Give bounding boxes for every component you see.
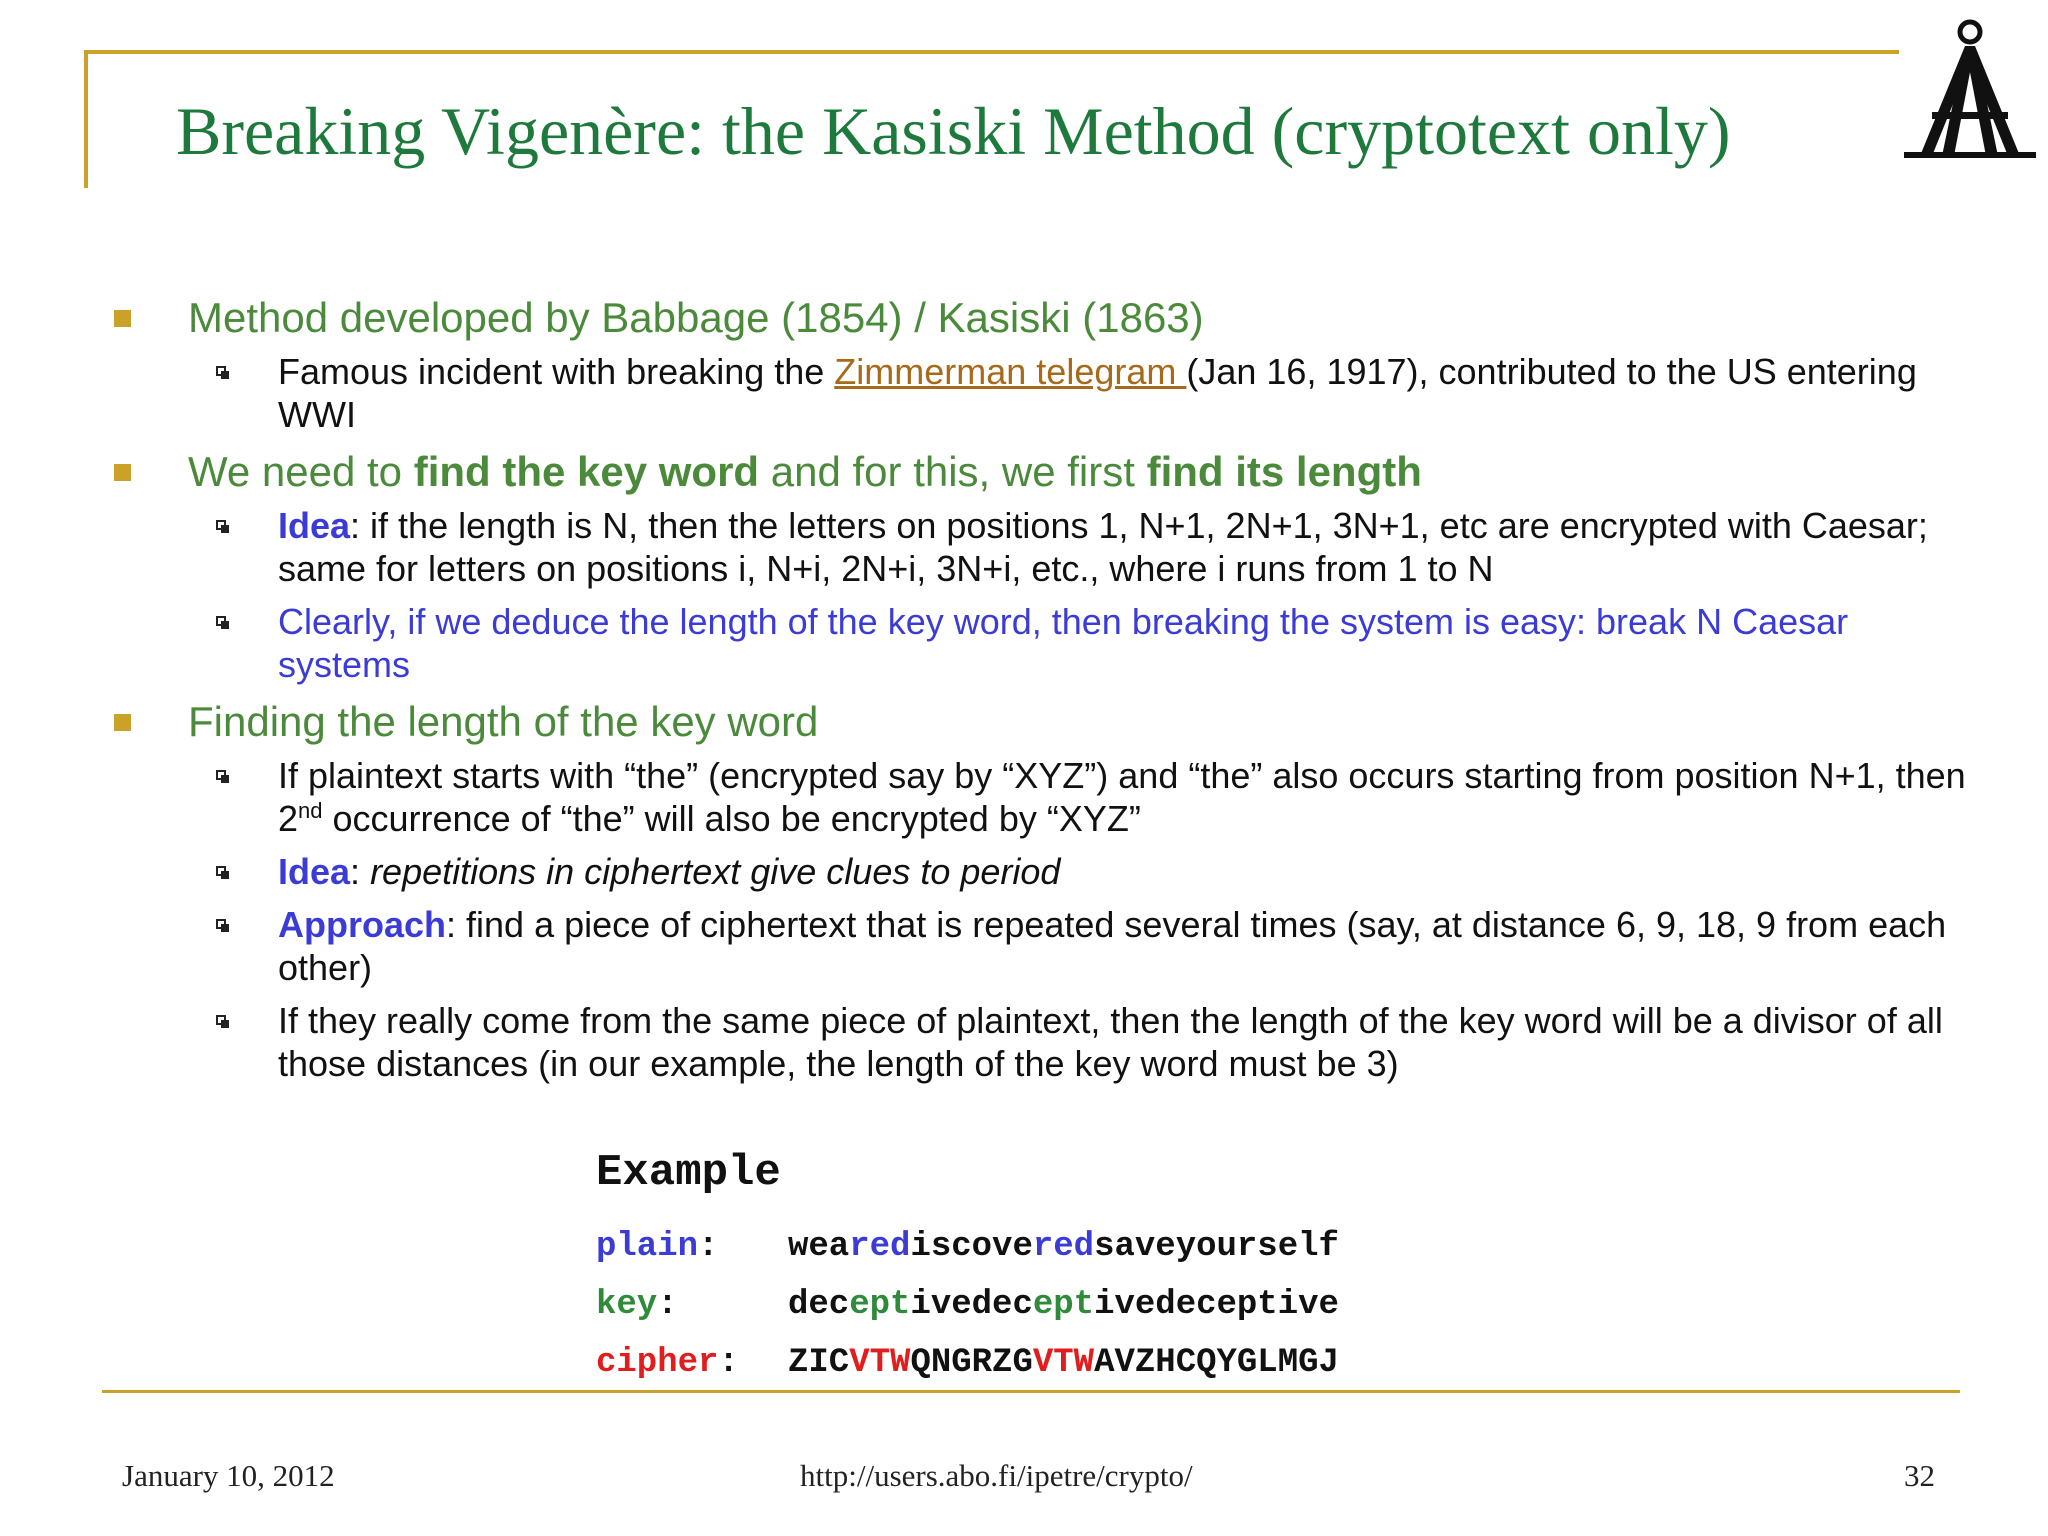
- footer-rule: [102, 1390, 1960, 1393]
- bullet-2-sub-1: [110, 504, 1970, 590]
- hollow-square-bullet-icon: [216, 770, 226, 780]
- example-block: [596, 1148, 1339, 1392]
- bullet-3-sub-1: [110, 754, 1970, 840]
- bullet-3-sub-2: [110, 850, 1970, 893]
- square-bullet-icon: [114, 310, 131, 327]
- sub-text: If plaintext starts with “the” (encrypted say by “XYZ”) and “the” also occurs starting from position N+1, then 2: [278, 755, 1966, 839]
- cipher-label: cipher: [596, 1344, 719, 1382]
- approach-label: Approach: [278, 904, 447, 945]
- sub-text: : if the length is N, then the letters on positions 1, N+1, 2N+1, 3N+1, etc are encrypted with Caesar; same for letters on positions i, N+i, 2N+i, 3N+i, etc., where i runs from 1 to N: [278, 505, 1928, 589]
- sub-text: If they really come from the same piece of plaintext, then the length of the key word will be a divisor of all those distances (in our example, the length of the key word must be 3): [278, 1000, 1943, 1084]
- bullet-1-text: Method developed by Babbage (1854) / Kasiski (1863): [188, 294, 1204, 341]
- bullet-1: [110, 292, 1970, 344]
- italic-phrase: repetitions in ciphertext give clues to period: [370, 851, 1061, 892]
- idea-label: Idea: [278, 851, 351, 892]
- cipher-segment: ZIC: [788, 1344, 850, 1382]
- hollow-square-bullet-icon: [216, 1015, 226, 1025]
- example-cipher-row: [596, 1334, 1339, 1392]
- bullet-2: [110, 446, 1970, 498]
- footer-date: January 10, 2012: [122, 1458, 335, 1493]
- bullet-2-text: and for this, we first: [759, 448, 1147, 495]
- key-segment: ivedeceptive: [1094, 1286, 1339, 1324]
- bullet-3: [110, 696, 1970, 748]
- bold-phrase: find the key word: [413, 448, 760, 495]
- page-number: 32: [1904, 1458, 1935, 1493]
- cipher-segment: AVZHCQYGLMGJ: [1094, 1344, 1339, 1382]
- example-key-row: [596, 1276, 1339, 1334]
- zimmerman-telegram-link[interactable]: Zimmerman telegram: [834, 351, 1187, 392]
- label-colon: :: [698, 1228, 719, 1266]
- hollow-square-bullet-icon: [216, 919, 226, 929]
- key-repeat-segment: ept: [1032, 1286, 1095, 1324]
- abo-akademi-logo-icon: [1902, 16, 2038, 162]
- plain-segment: wea: [788, 1228, 850, 1266]
- sub-text: (Jan 16, 1917), contributed to the US entering WWI: [278, 351, 1917, 435]
- example-title: Example: [596, 1148, 781, 1198]
- bullet-3-sub-4: [110, 999, 1970, 1085]
- cipher-repeat-segment: VTW: [1032, 1344, 1095, 1382]
- key-segment: ivedec: [910, 1286, 1033, 1324]
- key-repeat-segment: ept: [849, 1286, 911, 1324]
- hollow-square-bullet-icon: [216, 616, 226, 626]
- plain-segment: iscove: [910, 1228, 1033, 1266]
- sub-text: : find a piece of ciphertext that is repeated several times (say, at distance 6, 9, 18, 9 from each other): [278, 904, 1947, 988]
- plain-repeat-segment: red: [849, 1228, 911, 1266]
- plain-label: plain: [596, 1228, 699, 1266]
- idea-label: Idea: [278, 505, 351, 546]
- bullet-list: [110, 292, 1970, 1095]
- cipher-repeat-segment: VTW: [849, 1344, 911, 1382]
- bullet-1-sub-1: [110, 350, 1970, 436]
- bullet-3-text: Finding the length of the key word: [188, 698, 819, 745]
- ordinal-sup: nd: [298, 798, 323, 823]
- square-bullet-icon: [114, 714, 131, 731]
- bullet-2-sub-2: [110, 600, 1970, 686]
- example-plain-row: [596, 1218, 1339, 1276]
- footer-url: http://users.abo.fi/ipetre/crypto/: [800, 1458, 1193, 1493]
- sub-text: Clearly, if we deduce the length of the key word, then breaking the system is easy: break N Caesar systems: [278, 601, 1849, 685]
- label-colon: :: [657, 1286, 678, 1324]
- slide-title: Breaking Vigenère: the Kasiski Method (cryptotext only): [176, 93, 1731, 169]
- square-bullet-icon: [114, 464, 131, 481]
- sub-text: Famous incident with breaking the: [278, 351, 835, 392]
- key-label: key: [596, 1286, 658, 1324]
- hollow-square-bullet-icon: [216, 520, 226, 530]
- sub-text: occurrence of “the” will also be encrypted by “XYZ”: [322, 798, 1141, 839]
- bullet-2-text: We need to: [188, 448, 414, 495]
- frame-left-rule: [84, 50, 88, 188]
- label-colon: :: [718, 1344, 739, 1382]
- bold-phrase: find its length: [1146, 448, 1422, 495]
- sub-text: :: [350, 851, 371, 892]
- frame-top-rule: [84, 50, 1899, 54]
- hollow-square-bullet-icon: [216, 866, 226, 876]
- plain-repeat-segment: red: [1032, 1228, 1095, 1266]
- hollow-square-bullet-icon: [216, 366, 226, 376]
- bullet-3-sub-3: [110, 903, 1970, 989]
- cipher-segment: QNGRZG: [910, 1344, 1033, 1382]
- plain-segment: saveyourself: [1094, 1228, 1339, 1266]
- key-segment: dec: [788, 1286, 850, 1324]
